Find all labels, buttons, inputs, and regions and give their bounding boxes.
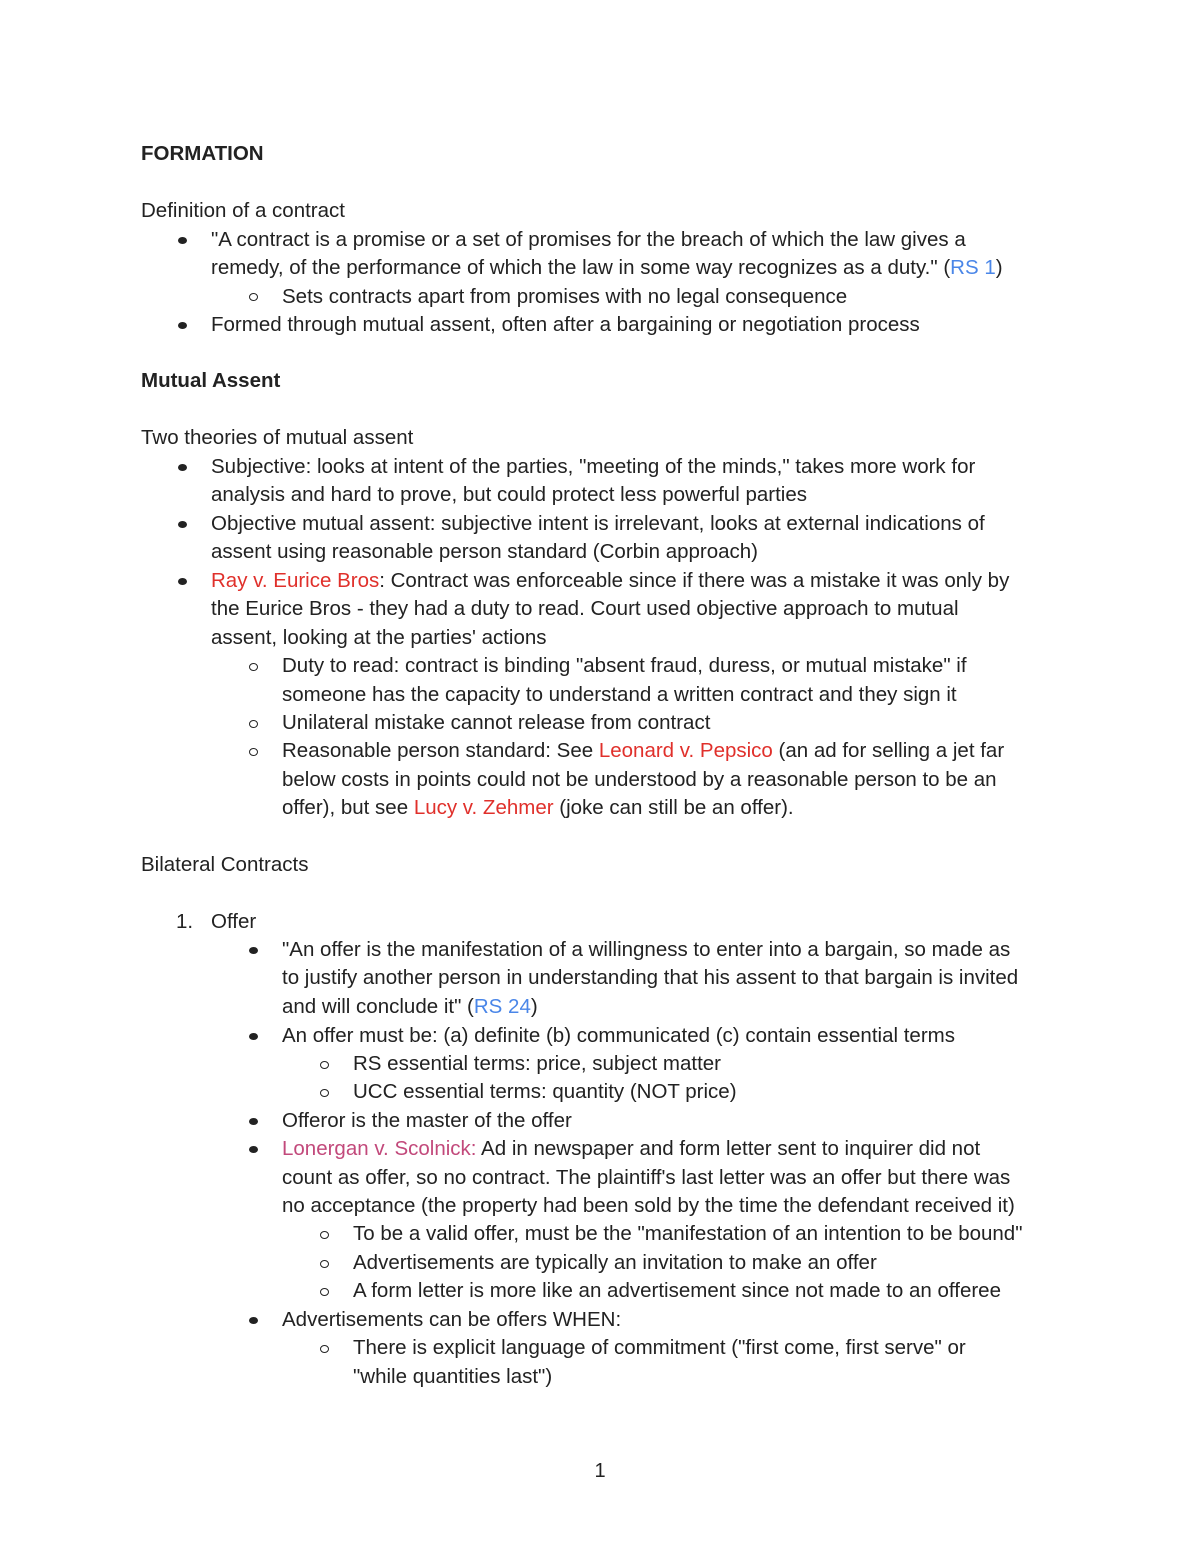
bullet-circle <box>320 1345 329 1353</box>
theories-title: Two theories of mutual assent <box>141 426 414 449</box>
rs-essential-terms: RS essential terms: price, subject matter <box>353 1052 721 1075</box>
bullet-dot <box>249 947 258 954</box>
offer-label: Offer <box>211 910 257 933</box>
case-leonard-v-pepsico[interactable]: Leonard v. Pepsico <box>598 739 773 762</box>
bullet-dot <box>249 1317 258 1324</box>
offer-def-line1: "An offer is the manifestation of a willingness to enter into a bargain, so made as <box>282 938 1011 961</box>
rs-1-reference[interactable]: RS 1 <box>950 256 996 279</box>
bullet-dot <box>178 521 187 528</box>
bullet-circle <box>320 1089 329 1097</box>
offer-def-line3: and will conclude it" (RS 24) <box>282 995 538 1018</box>
lonergan-line1: Lonergan v. Scolnick: Ad in newspaper and form letter sent to inquirer did not <box>282 1137 981 1160</box>
bullet-circle <box>249 720 258 728</box>
explicit-language-line1: There is explicit language of commitment ("first come, first serve" or <box>353 1336 966 1359</box>
definition-quote-line1: "A contract is a promise or a set of promises for the breach of which the law gives a <box>211 228 966 251</box>
heading-formation: FORMATION <box>141 142 264 165</box>
bullet-dot <box>249 1118 258 1125</box>
objective-line1: Objective mutual assent: subjective intent is irrelevant, looks at external indications of <box>211 512 985 535</box>
page-number: 1 <box>594 1460 606 1482</box>
ads-invitation: Advertisements are typically an invitation to make an offer <box>353 1251 877 1274</box>
definition-formed: Formed through mutual assent, often after a bargaining or negotiation process <box>211 313 920 336</box>
ads-can-be-offers: Advertisements can be offers WHEN: <box>282 1308 622 1331</box>
reasonable-line1: Reasonable person standard: See Leonard v. Pepsico (an ad for selling a jet far <box>282 739 1005 762</box>
form-letter: A form letter is more like an advertisement since not made to an offeree <box>353 1279 1001 1302</box>
subjective-line2: analysis and hard to prove, but could protect less powerful parties <box>211 483 807 506</box>
rs-24-reference[interactable]: RS 24 <box>473 995 531 1018</box>
subjective-line1: Subjective: looks at intent of the parties, "meeting of the minds," takes more work for <box>211 455 976 478</box>
bullet-dot <box>178 464 187 471</box>
bullet-circle <box>320 1061 329 1069</box>
offer-def-line2: to justify another person in understanding that his assent to that bargain is invited <box>282 966 1019 989</box>
bullet-dot <box>249 1033 258 1040</box>
reasonable-line3: offer), but see Lucy v. Zehmer (joke can still be an offer). <box>282 796 794 819</box>
ray-line2: the Eurice Bros - they had a duty to read. Court used objective approach to mutual <box>211 597 959 620</box>
duty-line1: Duty to read: contract is binding "absent fraud, duress, or mutual mistake" if <box>282 654 967 677</box>
bullet-dot <box>178 322 187 329</box>
bullet-dot <box>178 578 187 585</box>
bullet-circle <box>249 293 258 301</box>
definition-subpoint: Sets contracts apart from promises with no legal consequence <box>282 285 848 308</box>
definition-quote-line2: remedy, of the performance of which the law in some way recognizes as a duty." (RS 1) <box>211 256 1003 279</box>
definition-title: Definition of a contract <box>141 199 345 222</box>
ucc-essential-terms: UCC essential terms: quantity (NOT price) <box>353 1080 737 1103</box>
list-number: 1. <box>176 910 194 933</box>
case-ray-v-eurice[interactable]: Ray v. Eurice Bros <box>211 569 380 592</box>
reasonable-line2: below costs in points could not be understood by a reasonable person to be an <box>282 768 997 791</box>
offeror-master: Offeror is the master of the offer <box>282 1109 572 1132</box>
valid-offer: To be a valid offer, must be the "manifestation of an intention to be bound" <box>353 1222 1023 1245</box>
unilateral-mistake: Unilateral mistake cannot release from contract <box>282 711 711 734</box>
ray-line3: assent, looking at the parties' actions <box>211 626 547 649</box>
bullet-circle <box>320 1260 329 1268</box>
bilateral-title: Bilateral Contracts <box>141 853 309 876</box>
ray-line1: Ray v. Eurice Bros: Contract was enforceable since if there was a mistake it was only by <box>211 569 1010 592</box>
explicit-language-line2: "while quantities last") <box>353 1365 553 1388</box>
lonergan-line3: no acceptance (the property had been sold by the time the defendant received it) <box>282 1194 1015 1217</box>
bullet-circle <box>249 663 258 671</box>
duty-line2: someone has the capacity to understand a written contract and they sign it <box>282 683 957 706</box>
bullet-dot <box>178 237 187 244</box>
bullet-circle <box>320 1288 329 1296</box>
objective-line2: assent using reasonable person standard (Corbin approach) <box>211 540 759 563</box>
offer-must-be: An offer must be: (a) definite (b) communicated (c) contain essential terms <box>282 1024 955 1047</box>
lonergan-line2: count as offer, so no contract. The plaintiff's last letter was an offer but there was <box>282 1166 1011 1189</box>
heading-mutual-assent: Mutual Assent <box>141 369 281 392</box>
bullet-circle <box>249 748 258 756</box>
case-lucy-v-zehmer[interactable]: Lucy v. Zehmer <box>413 796 554 819</box>
bullet-dot <box>249 1146 258 1153</box>
bullet-circle <box>320 1231 329 1239</box>
case-lonergan-v-scolnick[interactable]: Lonergan v. Scolnick: <box>282 1137 477 1160</box>
